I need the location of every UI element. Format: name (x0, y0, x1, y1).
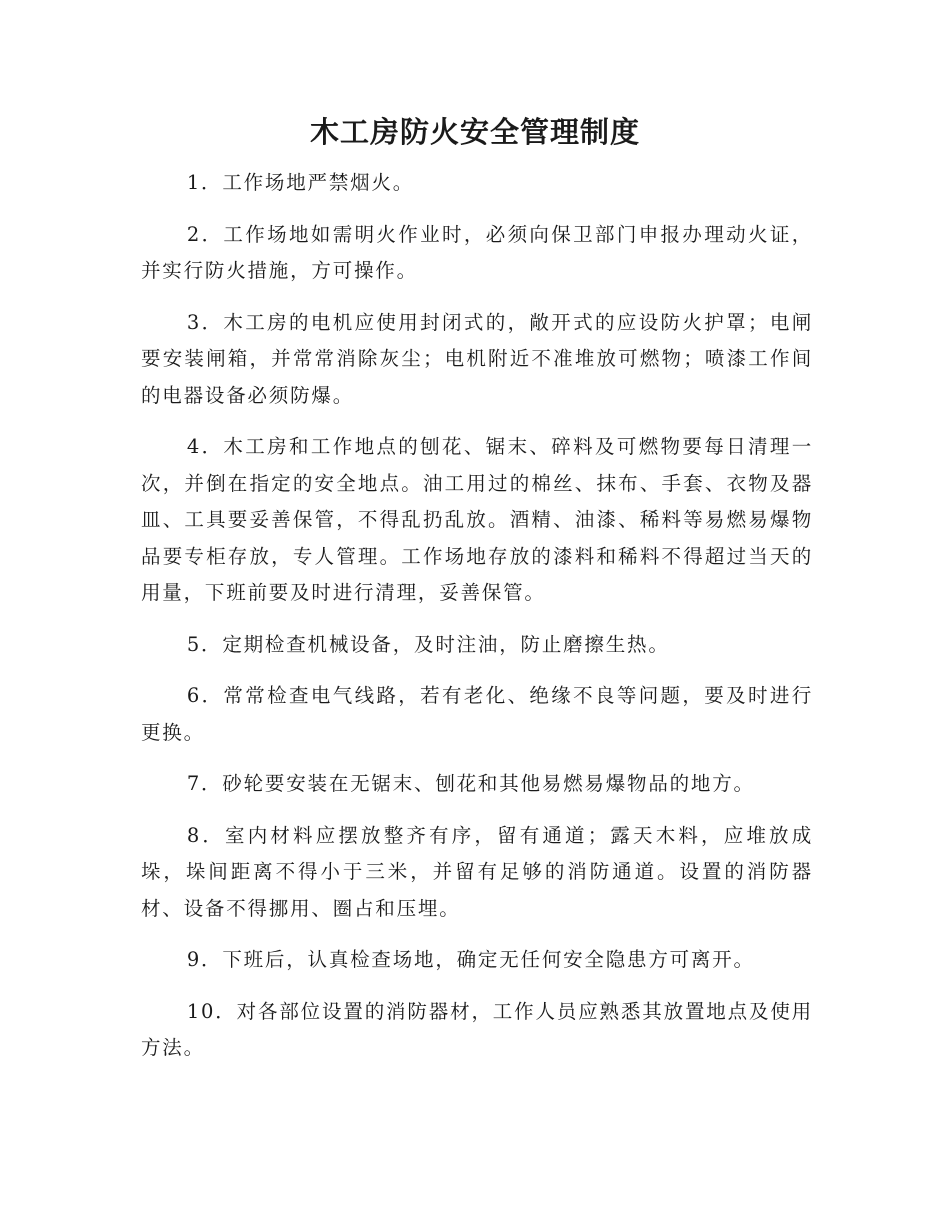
rule-paragraph-6: 6．常常检查电气线路，若有老化、绝缘不良等问题，要及时进行更换。 (141, 684, 813, 744)
rule-paragraph-2: 2．工作场地如需明火作业时，必须向保卫部门申报办理动火证，并实行防火措施，方可操作。 (141, 222, 813, 282)
rule-paragraph-4: 4．木工房和工作地点的刨花、锯末、碎料及可燃物要每日清理一次，并倒在指定的安全地点。油工用过的棉丝、抹布、手套、衣物及器皿、工具要妥善保管，不得乱扔乱放。酒精、油漆、稀料等易燃易爆物品要专柜存放，专人管理。工作场地存放的漆料和稀料不得超过当天的用量，下班前要及时进行清理，妥善保管。 (141, 435, 813, 604)
rule-paragraph-5: 5．定期检查机械设备，及时注油，防止磨擦生热。 (186, 632, 670, 656)
rule-paragraph-3: 3．木工房的电机应使用封闭式的，敞开式的应设防火护罩；电闸要安装闸箱，并常常消除灰尘；电机附近不准堆放可燃物；喷漆工作间的电器设备必须防爆。 (141, 310, 813, 407)
rule-paragraph-1: 1．工作场地严禁烟火。 (186, 171, 415, 194)
rule-paragraph-7: 7．砂轮要安装在无锯末、刨花和其他易燃易爆物品的地方。 (186, 772, 755, 795)
document-title: 木工房防火安全管理制度 (309, 115, 640, 149)
rule-paragraph-10: 10．对各部位设置的消防器材，工作人员应熟悉其放置地点及使用方法。 (141, 999, 813, 1059)
rule-paragraph-8: 8．室内材料应摆放整齐有序，留有通道；露天木料，应堆放成垛，垛间距离不得小于三米，并留有足够的消防通道。设置的消防器材、设备不得挪用、圈占和压埋。 (141, 823, 813, 920)
rule-paragraph-9: 9．下班后，认真检查场地，确定无任何安全隐患方可离开。 (186, 948, 755, 971)
document-body (141, 165, 813, 1082)
